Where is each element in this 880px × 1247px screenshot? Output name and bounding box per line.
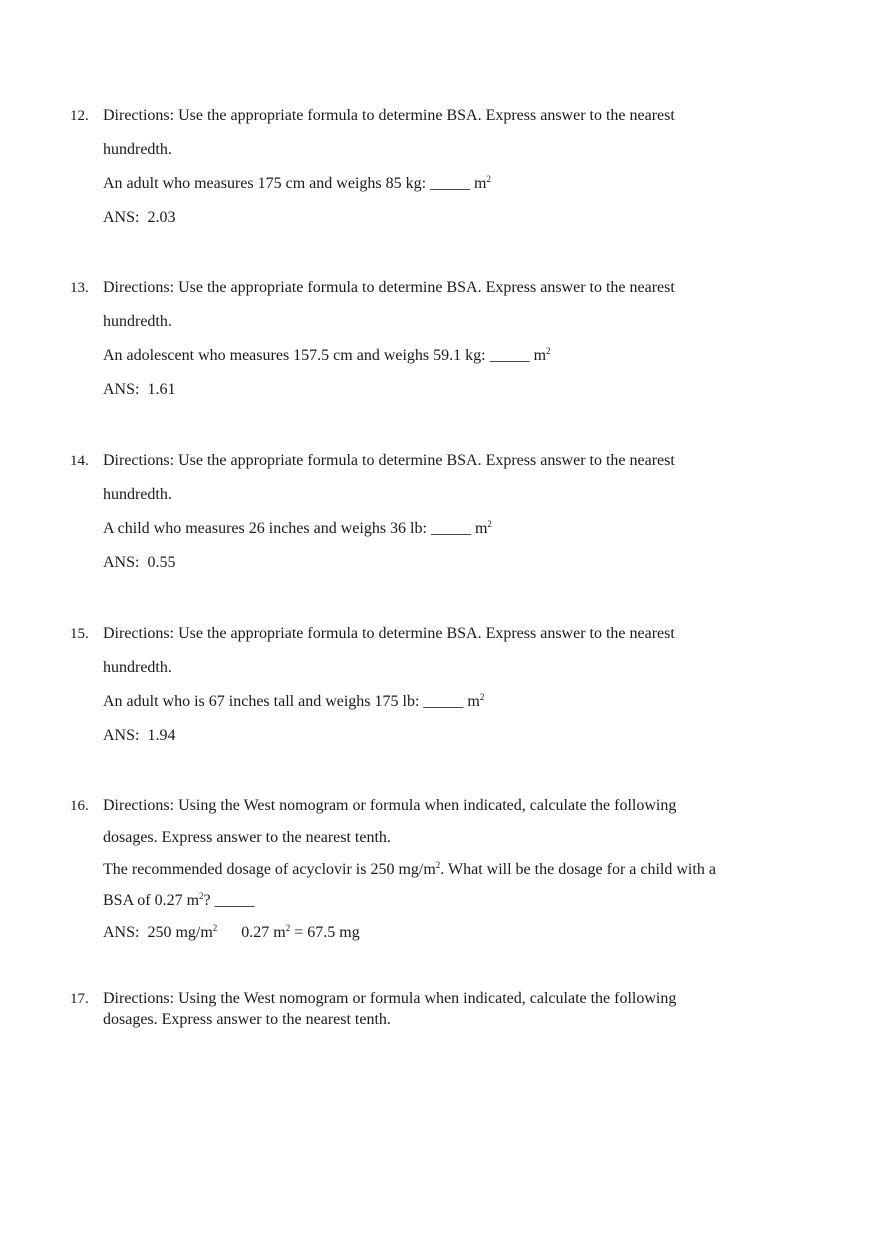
answer-part-c: = 67.5 mg (290, 924, 360, 941)
answer-part-a: 250 mg/m (147, 924, 213, 941)
question-prompt (103, 174, 491, 194)
question-number: 16. (70, 798, 89, 814)
question-number: 15. (70, 626, 89, 642)
question-directions-line2: dosages. Express answer to the nearest tenth. (103, 829, 391, 846)
answer-value: 2.03 (147, 209, 176, 226)
prompt-superscript: 2 (486, 174, 491, 184)
answer-label: ANS: (103, 209, 140, 226)
prompt-line2-superscript: 2 (199, 891, 204, 901)
answer-line (103, 380, 175, 400)
question-directions-line1: Directions: Use the appropriate formula to determine BSA. Express answer to the nearest (103, 279, 675, 296)
answer-line (103, 553, 175, 573)
prompt-line2-blank: ? _____ (203, 892, 255, 909)
answer-part-a-superscript: 2 (212, 923, 218, 933)
answer-part-b-superscript: 2 (285, 923, 291, 933)
prompt-text: An adolescent who measures 157.5 cm and weighs 59.1 kg: _____ m (103, 347, 547, 364)
prompt-superscript: 2 (479, 692, 485, 702)
question-directions-line1: Directions: Using the West nomogram or formula when indicated, calculate the following (103, 990, 677, 1007)
answer-label: ANS: (103, 381, 140, 398)
question-number: 14. (70, 453, 89, 469)
prompt-text: A child who measures 26 inches and weighs 36 lb: _____ m (103, 520, 488, 537)
prompt-superscript: 2 (546, 346, 551, 356)
question-directions-line2: hundredth. (103, 141, 172, 158)
question-directions-line1: Directions: Use the appropriate formula to determine BSA. Express answer to the nearest (103, 107, 675, 124)
question-prompt-line2 (103, 891, 255, 911)
question-directions-line1: Directions: Use the appropriate formula to determine BSA. Express answer to the nearest (103, 625, 675, 642)
prompt-text: An adult who measures 175 cm and weighs 85 kg: _____ m (103, 175, 487, 192)
question-prompt (103, 692, 484, 712)
prompt-superscript: 2 (487, 519, 492, 529)
question-number: 13. (70, 280, 89, 296)
question-number: 17. (70, 991, 89, 1007)
answer-value: 1.61 (147, 381, 176, 398)
question-number: 12. (70, 108, 89, 124)
answer-label: ANS: (103, 727, 140, 744)
prompt-text: An adult who is 67 inches tall and weighs 175 lb: _____ m (103, 693, 480, 710)
prompt-text-continued: . What will be the dosage for a child with a (440, 861, 716, 878)
prompt-line2-text: BSA of 0.27 m (103, 892, 200, 909)
question-directions-line2: hundredth. (103, 659, 172, 676)
answer-label: ANS: (103, 554, 140, 571)
question-directions-line1: Directions: Use the appropriate formula to determine BSA. Express answer to the nearest (103, 452, 675, 469)
question-directions-line1: Directions: Using the West nomogram or formula when indicated, calculate the following (103, 797, 677, 814)
question-directions-line2: hundredth. (103, 486, 172, 503)
answer-part-b: 0.27 m (241, 924, 286, 941)
answer-label: ANS: (103, 924, 140, 941)
answer-line (103, 923, 360, 943)
answer-line (103, 208, 175, 228)
question-prompt (103, 519, 492, 539)
answer-value: 0.55 (147, 554, 176, 571)
answer-line (103, 726, 175, 746)
question-prompt (103, 346, 551, 366)
prompt-text: The recommended dosage of acyclovir is 250 mg/m (103, 861, 436, 878)
question-directions-line2: hundredth. (103, 313, 172, 330)
question-prompt (103, 860, 716, 880)
prompt-superscript: 2 (435, 860, 441, 870)
question-directions-line2: dosages. Express answer to the nearest tenth. (103, 1011, 391, 1028)
answer-value: 1.94 (147, 727, 176, 744)
